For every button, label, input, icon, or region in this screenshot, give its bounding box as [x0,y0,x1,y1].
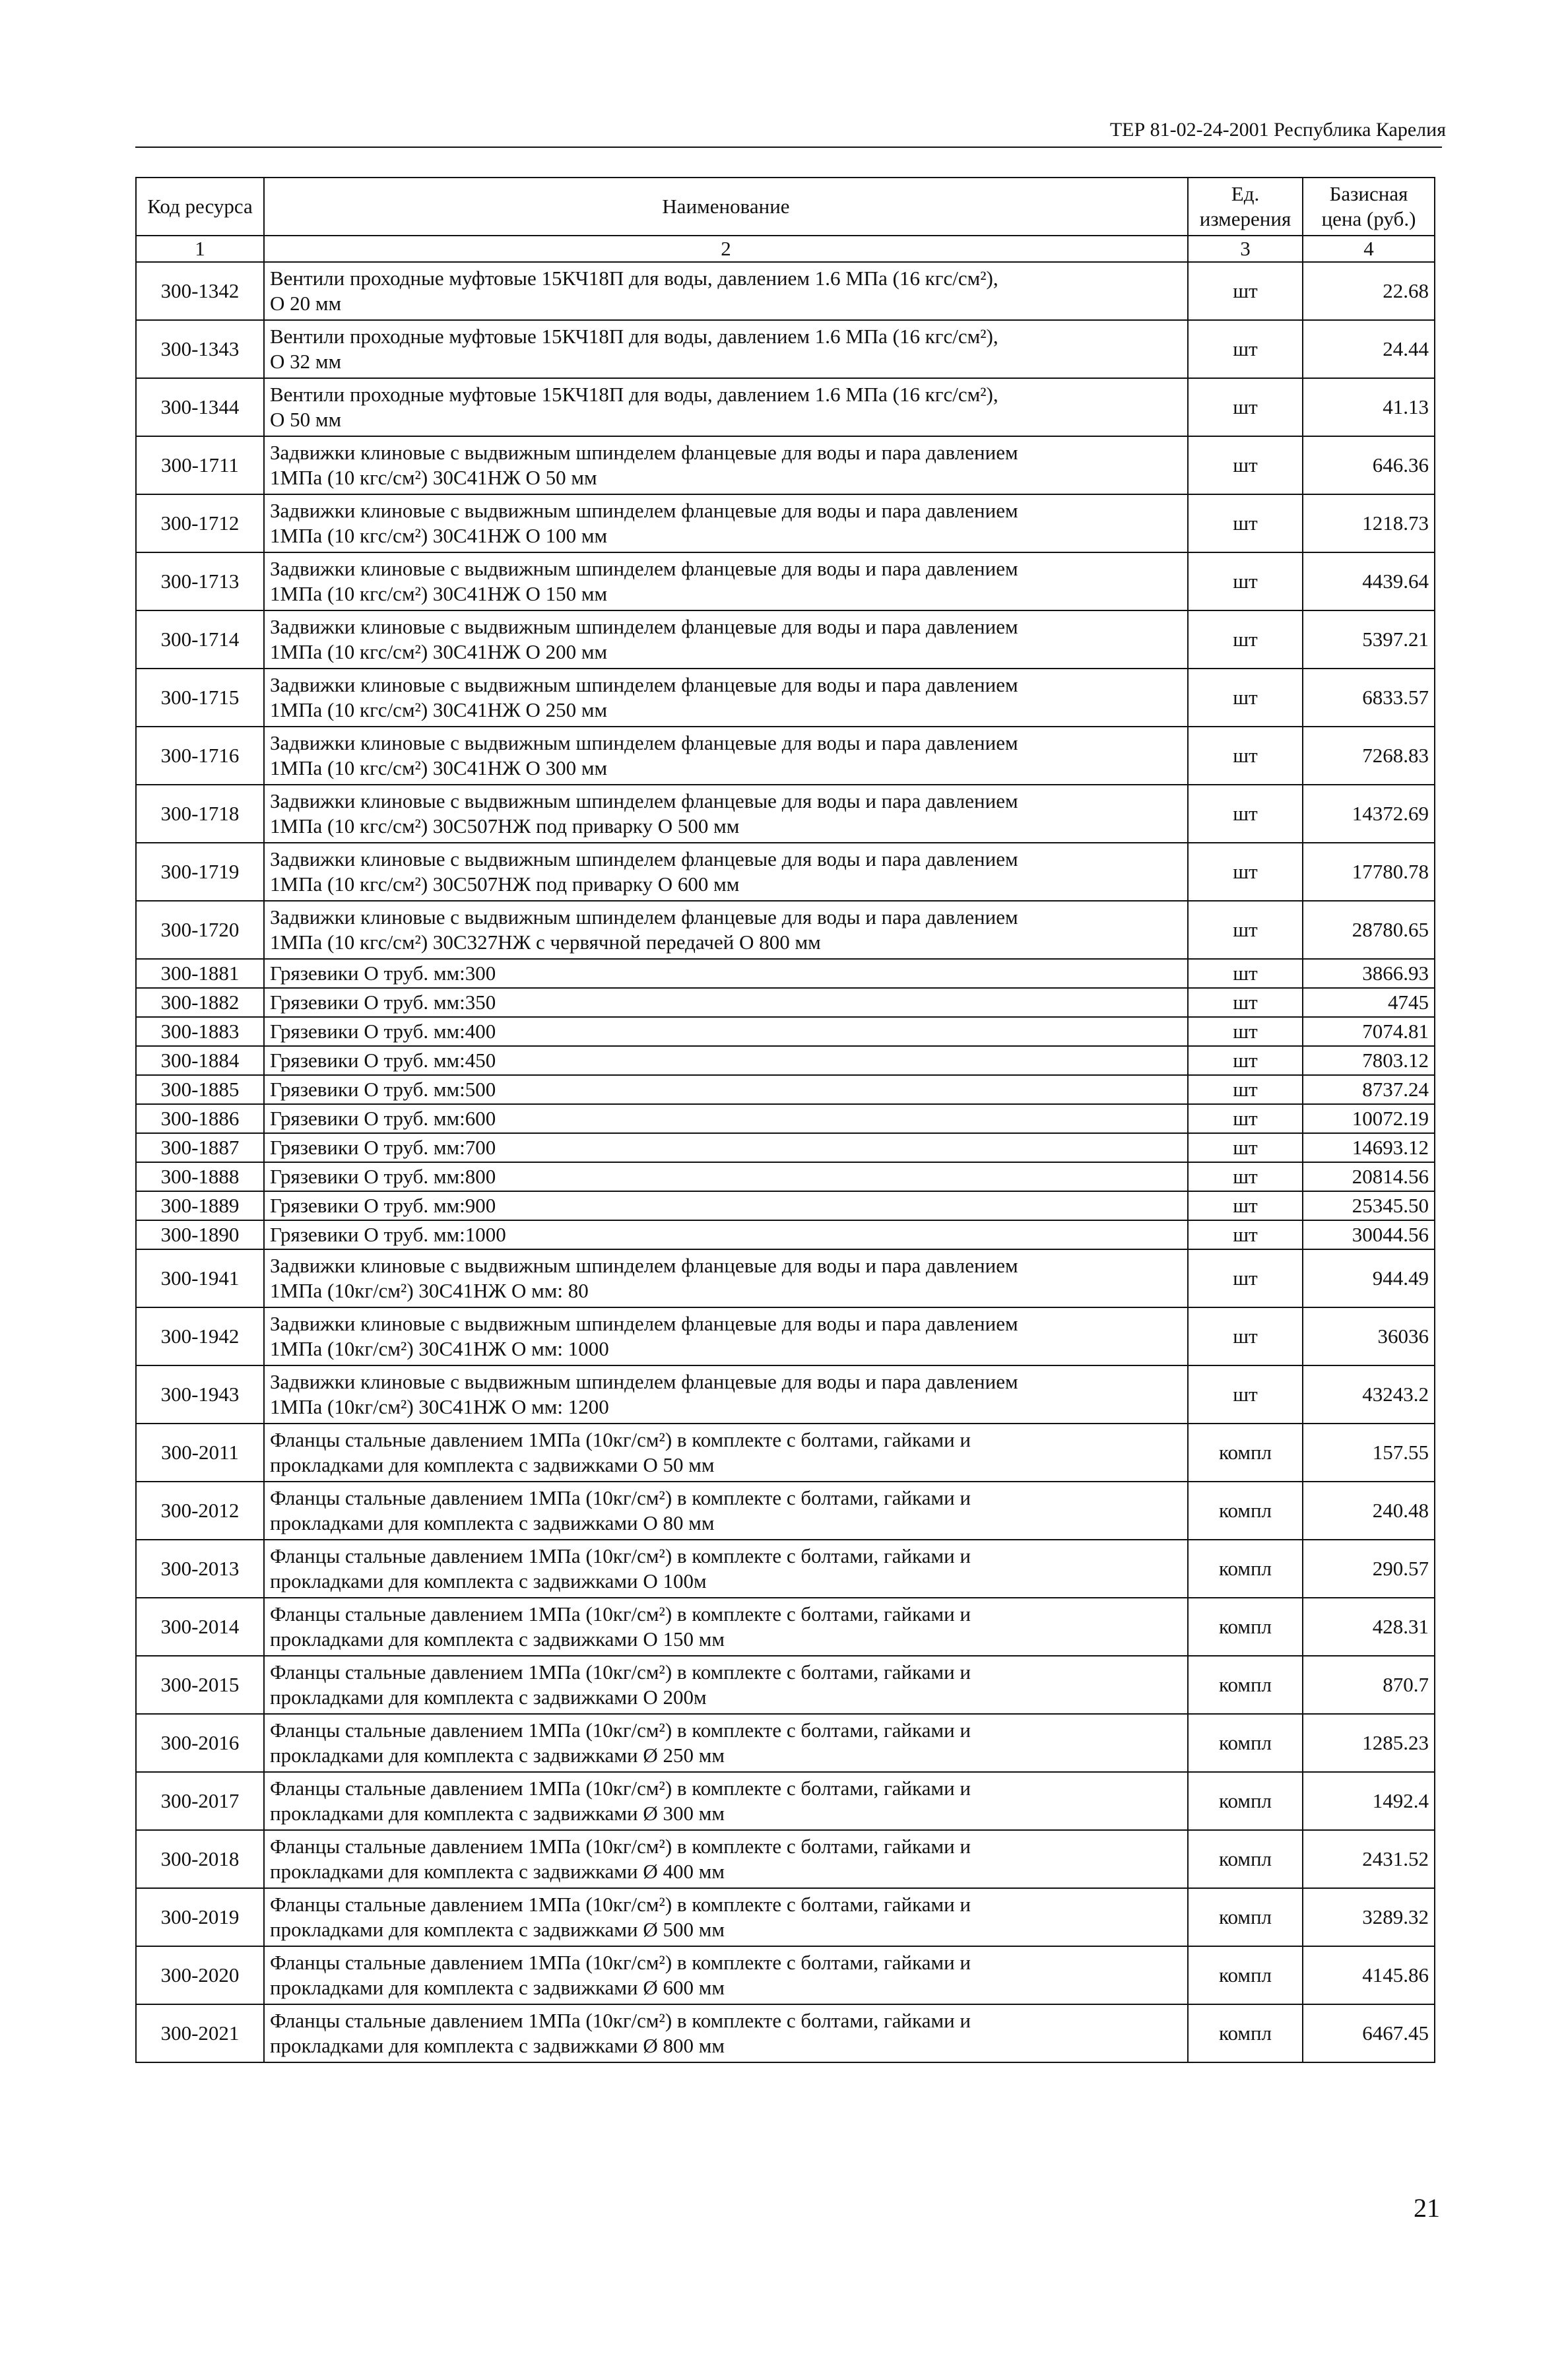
resource-name-line: прокладками для комплекта с задвижками Ø 250 мм [270,1744,725,1767]
resource-name-line: Задвижки клиновые с выдвижным шпинделем фланцевые для воды и пара давлением [270,847,1018,870]
base-price: 7268.83 [1303,727,1435,785]
resource-name-line: Фланцы стальные давлением 1МПа (10кг/см²) в комплекте с болтами, гайками и [270,1428,971,1451]
resource-name [264,552,1188,610]
resource-name-line: 1МПа (10 кгс/см²) 30С507НЖ под приварку O 500 мм [270,814,740,837]
base-price: 870.7 [1303,1656,1435,1714]
resource-name-line: Задвижки клиновые с выдвижным шпинделем фланцевые для воды и пара давлением [270,557,1018,580]
resource-code: 300-2019 [136,1888,264,1946]
table-row [136,1249,1435,1307]
column-header-code: Код ресурса [136,178,264,236]
resource-name-line: Грязевики O труб. мм:450 [270,1049,496,1072]
resource-name-line: прокладками для комплекта с задвижками O 100м [270,1569,707,1592]
header-rule [135,147,1442,148]
resource-name-line: Грязевики O труб. мм:350 [270,991,496,1014]
resource-name-line: Вентили проходные муфтовые 15КЧ18П для воды, давлением 1.6 МПа (16 кгс/см²), [270,267,998,290]
resource-name [264,1482,1188,1540]
column-number: 1 [136,236,264,262]
table-row [136,1104,1435,1133]
resource-name-line: прокладками для комплекта с задвижками Ø 600 мм [270,1976,725,1999]
unit-of-measure: шт [1188,1046,1303,1075]
resource-name-line: Задвижки клиновые с выдвижным шпинделем фланцевые для воды и пара давлением [270,499,1018,522]
base-price: 36036 [1303,1307,1435,1365]
base-price: 944.49 [1303,1249,1435,1307]
base-price: 8737.24 [1303,1075,1435,1104]
resource-name [264,1888,1188,1946]
table-row [136,610,1435,669]
unit-of-measure: компл [1188,1946,1303,2004]
resource-name [264,1307,1188,1365]
resource-name-line: Задвижки клиновые с выдвижным шпинделем фланцевые для воды и пара давлением [270,905,1018,929]
resource-name-line: Фланцы стальные давлением 1МПа (10кг/см²) в комплекте с болтами, гайками и [270,2009,971,2032]
unit-of-measure: компл [1188,1598,1303,1656]
base-price: 30044.56 [1303,1220,1435,1249]
table-row [136,1598,1435,1656]
resource-name [264,1830,1188,1888]
resource-code: 300-1714 [136,610,264,669]
table-row [136,378,1435,436]
resource-name-line: Грязевики O труб. мм:1000 [270,1223,506,1246]
resource-name-line: Грязевики O труб. мм:300 [270,962,496,985]
resource-name [264,378,1188,436]
resource-code: 300-2014 [136,1598,264,1656]
resource-name [264,1946,1188,2004]
base-price: 5397.21 [1303,610,1435,669]
resource-code: 300-2013 [136,1540,264,1598]
resource-name [264,262,1188,320]
resource-name [264,2004,1188,2062]
resource-name-line: 1МПа (10 кгс/см²) 30С41НЖ O 50 мм [270,466,597,489]
resource-code: 300-1342 [136,262,264,320]
resource-name-line: Вентили проходные муфтовые 15КЧ18П для воды, давлением 1.6 МПа (16 кгс/см²), [270,325,998,348]
resource-code: 300-2020 [136,1946,264,2004]
unit-of-measure: компл [1188,1888,1303,1946]
resource-code: 300-1943 [136,1365,264,1424]
base-price: 157.55 [1303,1424,1435,1482]
resource-name-line: прокладками для комплекта с задвижками O 50 мм [270,1453,715,1476]
unit-of-measure: шт [1188,436,1303,494]
unit-of-measure: шт [1188,785,1303,843]
table-row [136,494,1435,552]
resource-code: 300-1889 [136,1191,264,1220]
base-price: 28780.65 [1303,901,1435,959]
base-price: 43243.2 [1303,1365,1435,1424]
table-row [136,436,1435,494]
base-price: 3289.32 [1303,1888,1435,1946]
resource-name-line: Грязевики O труб. мм:600 [270,1107,496,1130]
resource-name [264,1191,1188,1220]
resource-name-line: Фланцы стальные давлением 1МПа (10кг/см²) в комплекте с болтами, гайками и [270,1719,971,1742]
resource-code: 300-1941 [136,1249,264,1307]
resource-name [264,1162,1188,1191]
resource-name-line: 1МПа (10 кгс/см²) 30С41НЖ O 100 мм [270,524,608,547]
resource-code: 300-1890 [136,1220,264,1249]
table-row [136,262,1435,320]
table-row [136,1772,1435,1830]
table-row [136,1162,1435,1191]
resource-code: 300-1712 [136,494,264,552]
resource-name-line: Фланцы стальные давлением 1МПа (10кг/см²) в комплекте с болтами, гайками и [270,1951,971,1974]
table-row [136,1424,1435,1482]
resource-name [264,320,1188,378]
table-row [136,959,1435,988]
document-header: ТЕР 81-02-24-2001 Республика Карелия [1109,119,1446,141]
resource-name [264,1714,1188,1772]
resource-name [264,1540,1188,1598]
resource-code: 300-1718 [136,785,264,843]
table-row [136,1888,1435,1946]
resource-name [264,843,1188,901]
base-price: 4745 [1303,988,1435,1017]
resource-code: 300-2018 [136,1830,264,1888]
unit-of-measure: шт [1188,1307,1303,1365]
unit-of-measure: шт [1188,320,1303,378]
resource-name [264,1249,1188,1307]
resource-name [264,1220,1188,1249]
table-row [136,1017,1435,1046]
column-number-row [136,236,1435,262]
unit-of-measure: компл [1188,1540,1303,1598]
base-price: 7074.81 [1303,1017,1435,1046]
resource-name-line: 1МПа (10 кгс/см²) 30С41НЖ O 250 мм [270,698,608,721]
resource-name-line: 1МПа (10 кгс/см²) 30С327НЖ с червячной передачей O 800 мм [270,931,821,954]
resource-code: 300-1887 [136,1133,264,1162]
resource-code: 300-1343 [136,320,264,378]
table-row [136,901,1435,959]
unit-of-measure: шт [1188,1365,1303,1424]
unit-of-measure: шт [1188,901,1303,959]
resource-name-line: прокладками для комплекта с задвижками Ø 500 мм [270,1918,725,1941]
resource-name-line: Грязевики O труб. мм:400 [270,1020,496,1043]
resource-name-line: 1МПа (10 кгс/см²) 30С41НЖ O 150 мм [270,582,608,605]
resource-name-line: Фланцы стальные давлением 1МПа (10кг/см²) в комплекте с болтами, гайками и [270,1544,971,1567]
unit-of-measure: компл [1188,1772,1303,1830]
unit-of-measure: шт [1188,843,1303,901]
base-price: 1218.73 [1303,494,1435,552]
resource-name [264,1365,1188,1424]
table-row [136,1946,1435,2004]
base-price: 22.68 [1303,262,1435,320]
resource-name [264,1133,1188,1162]
resource-code: 300-1716 [136,727,264,785]
unit-of-measure: шт [1188,727,1303,785]
unit-of-measure: шт [1188,494,1303,552]
resource-code: 300-1719 [136,843,264,901]
table-row [136,1656,1435,1714]
table-row [136,1540,1435,1598]
base-price: 20814.56 [1303,1162,1435,1191]
unit-of-measure: шт [1188,262,1303,320]
resource-code: 300-1881 [136,959,264,988]
base-price: 290.57 [1303,1540,1435,1598]
resource-name [264,727,1188,785]
base-price: 1492.4 [1303,1772,1435,1830]
base-price: 3866.93 [1303,959,1435,988]
resource-name [264,1104,1188,1133]
resource-name-line: 1МПа (10 кгс/см²) 30С507НЖ под приварку O 600 мм [270,872,740,896]
resource-name [264,1598,1188,1656]
unit-of-measure: шт [1188,1162,1303,1191]
column-header-name: Наименование [264,178,1188,236]
resource-code: 300-1882 [136,988,264,1017]
resource-code: 300-2017 [136,1772,264,1830]
unit-of-measure: компл [1188,1714,1303,1772]
resource-name-line: Задвижки клиновые с выдвижным шпинделем фланцевые для воды и пара давлением [270,1370,1018,1393]
resource-name-line: Задвижки клиновые с выдвижным шпинделем фланцевые для воды и пара давлением [270,441,1018,464]
unit-of-measure: шт [1188,1191,1303,1220]
resource-code: 300-1942 [136,1307,264,1365]
table-row [136,843,1435,901]
resource-name-line: Грязевики O труб. мм:500 [270,1078,496,1101]
base-price: 14693.12 [1303,1133,1435,1162]
resource-code: 300-1715 [136,669,264,727]
table-row [136,988,1435,1017]
resource-name-line: Задвижки клиновые с выдвижным шпинделем фланцевые для воды и пара давлением [270,1254,1018,1277]
resource-code: 300-1713 [136,552,264,610]
resource-name [264,988,1188,1017]
resource-name-line: Грязевики O труб. мм:900 [270,1194,496,1217]
unit-of-measure: компл [1188,1424,1303,1482]
resource-name-line: Фланцы стальные давлением 1МПа (10кг/см²) в комплекте с болтами, гайками и [270,1660,971,1684]
unit-of-measure: шт [1188,1104,1303,1133]
resource-table [135,177,1435,2063]
resource-name-line: Грязевики O труб. мм:800 [270,1165,496,1188]
unit-of-measure: шт [1188,378,1303,436]
table-row [136,785,1435,843]
base-price: 428.31 [1303,1598,1435,1656]
column-header-unit: Ед. измерения [1188,178,1303,236]
table-row [136,669,1435,727]
unit-of-measure: шт [1188,988,1303,1017]
table-row [136,320,1435,378]
resource-name [264,901,1188,959]
column-number: 2 [264,236,1188,262]
unit-of-measure: шт [1188,1075,1303,1104]
resource-name-line: O 20 мм [270,292,342,315]
base-price: 14372.69 [1303,785,1435,843]
table-row [136,1046,1435,1075]
resource-name-line: 1МПа (10кг/см²) 30С41НЖ O мм: 1000 [270,1337,609,1360]
resource-code: 300-1885 [136,1075,264,1104]
resource-name-line: Задвижки клиновые с выдвижным шпинделем фланцевые для воды и пара давлением [270,673,1018,696]
resource-name-line: Задвижки клиновые с выдвижным шпинделем фланцевые для воды и пара давлением [270,1312,1018,1335]
base-price: 6833.57 [1303,669,1435,727]
table-header-row [136,178,1435,236]
table-row [136,1482,1435,1540]
table-row [136,1714,1435,1772]
table-row [136,552,1435,610]
resource-name [264,436,1188,494]
base-price: 17780.78 [1303,843,1435,901]
unit-of-measure: компл [1188,1830,1303,1888]
resource-name [264,669,1188,727]
resource-code: 300-1883 [136,1017,264,1046]
base-price: 4145.86 [1303,1946,1435,2004]
table-row [136,2004,1435,2062]
column-number: 4 [1303,236,1435,262]
unit-of-measure: компл [1188,1656,1303,1714]
base-price: 646.36 [1303,436,1435,494]
resource-name-line: прокладками для комплекта с задвижками Ø 400 мм [270,1860,725,1883]
table-row [136,1191,1435,1220]
table-row [136,1307,1435,1365]
column-header-price: Базисная цена (руб.) [1303,178,1435,236]
resource-name [264,1772,1188,1830]
resource-name-line: Фланцы стальные давлением 1МПа (10кг/см²) в комплекте с болтами, гайками и [270,1602,971,1625]
base-price: 2431.52 [1303,1830,1435,1888]
resource-name-line: Фланцы стальные давлением 1МПа (10кг/см²) в комплекте с болтами, гайками и [270,1486,971,1509]
base-price: 25345.50 [1303,1191,1435,1220]
resource-code: 300-2021 [136,2004,264,2062]
resource-name-line: прокладками для комплекта с задвижками Ø 800 мм [270,2034,725,2057]
unit-of-measure: компл [1188,2004,1303,2062]
resource-code: 300-2016 [136,1714,264,1772]
resource-name-line: O 32 мм [270,350,342,373]
resource-code: 300-1720 [136,901,264,959]
resource-name-line: прокладками для комплекта с задвижками O 150 мм [270,1627,725,1651]
resource-code: 300-2012 [136,1482,264,1540]
resource-name-line: Задвижки клиновые с выдвижным шпинделем фланцевые для воды и пара давлением [270,615,1018,638]
table-body [136,262,1435,2062]
resource-name [264,610,1188,669]
page-number: 21 [1414,2193,1440,2223]
resource-name [264,1017,1188,1046]
unit-of-measure: шт [1188,610,1303,669]
base-price: 10072.19 [1303,1104,1435,1133]
resource-code: 300-1884 [136,1046,264,1075]
resource-name-line: 1МПа (10кг/см²) 30С41НЖ O мм: 1200 [270,1395,609,1418]
resource-name [264,1424,1188,1482]
base-price: 4439.64 [1303,552,1435,610]
resource-code: 300-2015 [136,1656,264,1714]
base-price: 24.44 [1303,320,1435,378]
resource-code: 300-1888 [136,1162,264,1191]
unit-of-measure: шт [1188,552,1303,610]
resource-name-line: прокладками для комплекта с задвижками O 200м [270,1686,707,1709]
unit-of-measure: шт [1188,1017,1303,1046]
table-row [136,1075,1435,1104]
resource-name-line: прокладками для комплекта с задвижками Ø 300 мм [270,1802,725,1825]
resource-name-line: Грязевики O труб. мм:700 [270,1136,496,1159]
resource-name-line: 1МПа (10кг/см²) 30С41НЖ O мм: 80 [270,1279,589,1302]
table-row [136,1830,1435,1888]
resource-name [264,494,1188,552]
resource-name [264,1046,1188,1075]
unit-of-measure: компл [1188,1482,1303,1540]
table-row [136,1365,1435,1424]
resource-name-line: Фланцы стальные давлением 1МПа (10кг/см²) в комплекте с болтами, гайками и [270,1777,971,1800]
resource-name [264,959,1188,988]
table-row [136,1133,1435,1162]
base-price: 240.48 [1303,1482,1435,1540]
resource-name-line: 1МПа (10 кгс/см²) 30С41НЖ O 300 мм [270,756,608,779]
resource-code: 300-1886 [136,1104,264,1133]
resource-code: 300-1711 [136,436,264,494]
resource-name-line: O 50 мм [270,408,342,431]
unit-of-measure: шт [1188,1133,1303,1162]
base-price: 7803.12 [1303,1046,1435,1075]
resource-code: 300-2011 [136,1424,264,1482]
unit-of-measure: шт [1188,669,1303,727]
base-price: 41.13 [1303,378,1435,436]
table-row [136,727,1435,785]
resource-name-line: Задвижки клиновые с выдвижным шпинделем фланцевые для воды и пара давлением [270,731,1018,754]
resource-name-line: прокладками для комплекта с задвижками O 80 мм [270,1511,715,1534]
base-price: 6467.45 [1303,2004,1435,2062]
resource-name [264,1656,1188,1714]
column-number: 3 [1188,236,1303,262]
resource-name [264,1075,1188,1104]
resource-code: 300-1344 [136,378,264,436]
resource-name-line: Задвижки клиновые с выдвижным шпинделем фланцевые для воды и пара давлением [270,789,1018,812]
resource-name-line: Фланцы стальные давлением 1МПа (10кг/см²) в комплекте с болтами, гайками и [270,1893,971,1916]
resource-name-line: 1МПа (10 кгс/см²) 30С41НЖ O 200 мм [270,640,608,663]
base-price: 1285.23 [1303,1714,1435,1772]
resource-name-line: Фланцы стальные давлением 1МПа (10кг/см²) в комплекте с болтами, гайками и [270,1835,971,1858]
unit-of-measure: шт [1188,959,1303,988]
resource-name-line: Вентили проходные муфтовые 15КЧ18П для воды, давлением 1.6 МПа (16 кгс/см²), [270,383,998,406]
table-row [136,1220,1435,1249]
resource-name [264,785,1188,843]
unit-of-measure: шт [1188,1249,1303,1307]
unit-of-measure: шт [1188,1220,1303,1249]
